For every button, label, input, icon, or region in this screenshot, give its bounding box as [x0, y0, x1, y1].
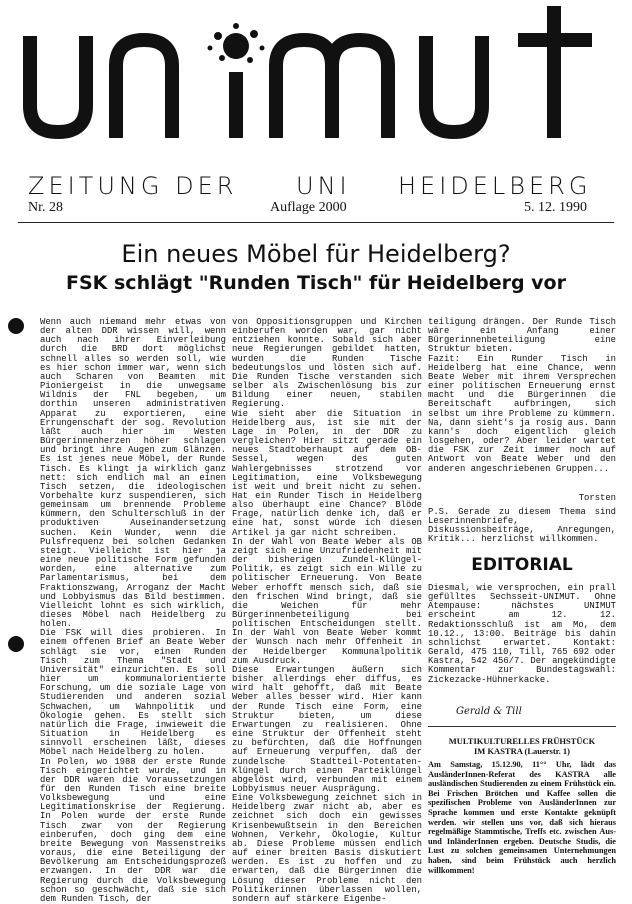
masthead-logo [14, 6, 618, 138]
subtitle-part-2: UNI [296, 172, 351, 200]
headline: Ein neues Möbel für Heidelberg? [121, 240, 511, 268]
issue-number: Nr. 28 [28, 200, 63, 215]
article-column-2: von Oppositionsgruppen und Kirchen einberufen worden war, gar nicht entziehen konnte. Sobald sich aber neue Regierungen gebildet hatten, wurden die Runden Tische bedeutungslos und lösten sich auf. Die Runden Tische verstanden sich selber als Zwischenlösung bis zur Bildung einer neuen, stabilen Regierung. Wie sieht aber die Situation in Heidelberg aus, ist sie mit der Lage in Polen, in der DDR zu vergleichen? Hier sitzt gerade ein neues Stadtoberhaupt auf dem OB-Sessel, wegen des guten Wahlergebnisses strotzend vor Legitimation, eine Volksbewegung ist weit und breit nicht zu sehen. Hat ein Runder Tisch in Heidelberg also überhaupt eine Chance? Blöde Frage, natürlich denke ich, daß er eine hat, sonst würde ich diesen Artikel ja gar nicht schreiben. In der Wahl von Beate Weber als OB zeigt sich eine Unzufriedenheit mit der bisherigen Zundel-Klüngel-Politik, es zeigt sich ein Wille zu politischer Erneuerung. Von Beate Weber erhofft mensch sich, daß sie den frischen Wind bringt, daß sie die Weichen für mehr Bürgerinnenbeteiligung bei politischen Entscheidungen stellt. In der Wahl von Beate Weber kommt der Wunsch nach mehr Offenheit in der Heidelberger Kommunalpolitik zum Ausdruck. Diese Erwartungen äußern sich bisher allerdings eher diffus, es wird halt gehofft, daß mit Beate Weber alles besser wird. Hier kann der Runde Tisch eine Form, eine Struktur bieten, um diese Erwartungen zu realisieren. Ohne eine Struktur der Offenheit steht zu befürchten, daß die Hoffnungen auf Erneuerung verpuffen, daß der zundelsche Stadtteil-Potentaten-Klüngel durch einen Parteiklüngel abgelöst wird, verbunden mit einem Lobbyismus neuer Ausprägung. Eine Volksbewegung zeichnet sich in Heidelberg zwar nicht ab, aber es zeichnet sich doch ein gewisses Krisenbewußtsein in den Bereichen Wohnen, Verkehr, Ökologie, Kultur ab. Diese Probleme müssen endlich auf einer breiten Basis diskutiert werden. Es ist zu hoffen und zu erwarten, daß die Bürgerinnen die Lösung dieser Probleme nicht den Politikerinnen überlassen wollen, sondern auf stärkere Eigenbe- [232, 317, 422, 904]
breakfast-subtitle: IM KASTRA (Lauerstr. 1) [473, 746, 571, 756]
subtitle-part-1: ZEITUNG DER [28, 172, 238, 200]
breakfast-notice-title [428, 736, 616, 756]
edition-count: Auflage 2000 [270, 200, 347, 215]
article-signature: Torsten [578, 493, 616, 503]
article-postscript: P.S. Gerade zu diesem Thema sind Leserinnenbriefe, Diskussionsbeiträge, Anregungen, Kritik... herzlichst willkommen. [428, 507, 616, 545]
editorial-body: Diesmal, wie versprochen, ein prall gefülltes Sechsseit-UNIMUT. Ohne Atempause: nächstes UNIMUT erscheint am 12. 12. Redaktionsschluß ist am Mo, dem 10.12., 13:00. Beiträge bis dahin schnlichst erwartet. Kontakt: Gerald, 475 110, Till, 765 692 oder Kastra, 542 456/7. Der angekündigte Kommentar zur Bundestagswahl: Zickezacke-Hühnerkacke. [428, 583, 616, 685]
issue-date: 5. 12. 1990 [524, 200, 587, 215]
margin-bullet [8, 636, 24, 652]
article-column-3: teiligung drängen. Der Runde Tisch wäre ein Anfang einer Bürgerinnenbeteiligung eine Struktur bieten. Fazit: Ein Runder Tisch in Heidelberg hat eine Chance, wenn Beate Weber mit ihrem Versprechen einer politischen Erneuerung ernst macht und die Bürgerinnen die Bereitschaft aufbringen, sich selbst um ihre Probleme zu kümmern. Na, dann sieht's ja rosig aus. Dann kann's doch eigentlich gleich losgehen, oder? Aber leider wartet die FSK zur Zeit immer noch auf Antwort von Beate Weber und den anderen angeschriebenen Gruppen... [428, 317, 616, 474]
unimut-logo-icon [14, 6, 618, 138]
subtitle-part-3: HEIDELBERG [398, 172, 592, 200]
margin-bullet [8, 318, 24, 334]
editorial-signature: Gerald & Till [456, 706, 522, 717]
header-divider [18, 222, 614, 223]
breakfast-notice-body: Am Samstag, 15.12.90, 11°° Uhr, lädt das AusländerInnen-Referat des KASTRA alle ausländischen Studierenden zu einem Frühstück ein. Bei Frischen Brötchen und Kaffee sollen die spezifischen Probleme von AusländerInnen zur Sprache kommen und erste Kontakte geknüpft werden. wir stellen uns vor, daß sich hieraus regelmäßige Stammtische, Treffs etc. zwischen Aus- und InländerInnen ergeben. Deutsche Studis, die Lust zu solchen gemeinsamen Unternehmungen haben, sind beim Frühstück auch herzlich willkommen! [428, 760, 616, 875]
breakfast-title: MULTIKULTURELLES FRÜHSTÜCK [448, 736, 596, 746]
article-column-1: Wenn auch niemand mehr etwas von der alten DDR wissen will, wenn auch nach ihrer Einverleibung durch die BRD dort möglichst schnell alles so werden soll, wie es hier schon immer war, wenn sich auch Scharen von Beamten mit Pioniergeist in die unwegsame Wildnis der FNL begeben, um dorthin unseren administrativen Apparat zu exportieren, eine Errungenschaft der sog. Revolution läßt auch hier im Westen Bürgerinnenherzen höher schlagen und bringt ihre Augen zum Glänzen. Es ist jenes neue Möbel, der Runde Tisch. Es klingt ja wirklich ganz nett: sich endlich mal an einen Tisch setzen, die ideologischen Vorbehalte kurz suspendieren, sich gemeinsam um brennende Probleme kümmern, den Schulterschluß in der produktiven Auseinandersetzung suchen. Kein Wunder, wenn die Pulsfrequenz bei solchen Gedanken steigt. Vielleicht ist hier ja eine neue politische Form gefunden worden, eine alternative zum Parlamentarismus, bei dem Fraktionszwang, Arroganz der Macht und Lobbyismus das Bild bestimmen. Vielleicht lohnt es sich wirklich, dieses Möbel nach Heidelberg zu holen. Die FSK will dies probieren. In einem offenen Brief an Beate Weber schlägt sie vor, einen Runden Tisch zum Thema "Stadt und Universität" einzurichten. Es soll hier um kommunalorientierte Forschung, um die soziale Lage von Studierenden und anderen sozial Schwachen, um Wahnpolitik und Ökologie gehen. Es stellt sich natürlich die Frage, inwieweit die Situation in Heidelberg es sinnvoll erscheinen läßt, dieses Möbel nach Heidelberg zu holen. In Polen, wo 1988 der erste Runde Tisch eingerichtet wurde, und in der DDR waren die Voraussetzungen für den Runden Tisch eine breite Volksbewegung und eine Legitimationskrise der Regierung. In Polen wurde der erste Runde Tisch zwar von der Regierung einberufen, doch ging dem eine breite Bewegung von Massenstreiks voraus, die eine Beteiligung der Bevölkerung am Entscheidungsprozeß erzwangen. In der DDR war die Regierung durch die Volksbewegung schon so geschwächt, daß sie sich dem Runden Tisch, der [40, 317, 226, 904]
editorial-title: EDITORIAL [471, 555, 573, 575]
editorial-divider [428, 726, 616, 727]
subheadline: FSK schlägt "Runden Tisch" für Heidelberg vor [66, 272, 566, 294]
